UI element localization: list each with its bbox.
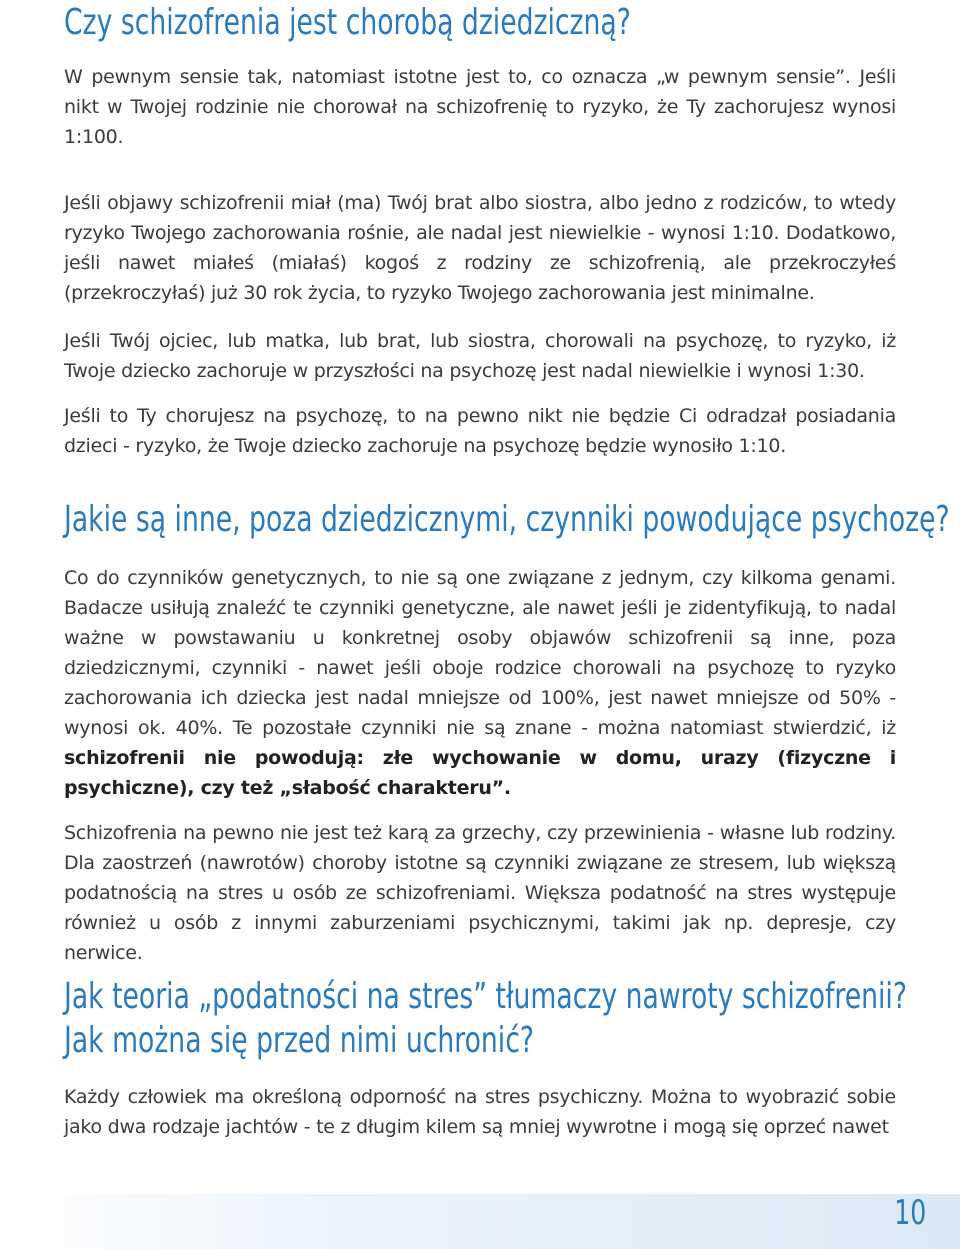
footer-band bbox=[0, 1194, 960, 1249]
paragraph-parent-risk: Jeśli Twój ojciec, lub matka, lub brat, lub siostra, chorowali na psychozę, to ryzyko, iż Twoje dziecko zachoruje w przyszłości na psychozę jest nadal niewielkie i wynosi 1:30. bbox=[64, 330, 896, 382]
paragraph-own-risk: Jeśli to Ty chorujesz na psychozę, to na pewno nikt nie będzie Ci odradzał posiadania dzieci - ryzyko, że Twoje dziecko zachoruje na psychozę będzie wynosiło 1:10. bbox=[64, 405, 896, 457]
heading-stress-theory-line2: Jak można się przed nimi uchronić? bbox=[64, 1020, 535, 1061]
paragraph-resistance: Każdy człowiek ma określoną odporność na stres psychiczny. Można to wyobrazić sobie jako dwa rodzaje jachtów - te z długim kilem są mniej wywrotne i mogą się oprzeć nawet bbox=[64, 1086, 896, 1138]
heading-stress-theory-line1: Jak teoria „podatności na stres” tłumaczy nawroty schizofrenii? bbox=[64, 976, 907, 1017]
genetic-factors-text: Co do czynników genetycznych, to nie są one związane z jednym, czy kilkoma genami. Badacze usiłują znaleźć te czynniki genetyczne, ale nawet jeśli je zidentyfikują, to nadal ważne w powstawaniu u konkretnej osoby objawów schizofrenii są inne, poza dziedzicznymi, czynniki - nawet jeśli oboje rodzice chorowali na psychozę to ryzyko zachorowania ich dziecka jest nadal mniejsze od 100%, jest nawet mniejsze od 50% - wynosi ok. 40%. Te pozostałe czynniki nie są znane - można natomiast stwierdzić, iż bbox=[64, 567, 896, 739]
paragraph-genetic-factors bbox=[64, 563, 896, 803]
genetic-factors-bold-text: schizofrenii nie powodują: złe wychowanie w domu, urazy (fizyczne i psychiczne), czy też „słabość charakteru”. bbox=[64, 747, 896, 799]
paragraph-intro: W pewnym sensie tak, natomiast istotne jest to, co oznacza „w pewnym sensie”. Jeśli nikt w Twojej rodzinie nie chorował na schizofrenię to ryzyko, że Ty zachorujesz wynosi 1:100. bbox=[64, 66, 896, 148]
heading-stress-theory bbox=[64, 975, 907, 1063]
heading-hereditary: Czy schizofrenia jest chorobą dziedziczną? bbox=[64, 2, 631, 43]
page-number: 10 bbox=[893, 1193, 926, 1233]
heading-other-factors: Jakie są inne, poza dziedzicznymi, czynniki powodujące psychozę? bbox=[64, 499, 950, 540]
paragraph-stress: Schizofrenia na pewno nie jest też karą za grzechy, czy przewinienia - własne lub rodziny. Dla zaostrzeń (nawrotów) choroby istotne są czynniki związane ze stresem, lub większą podatnością na stres u osób ze schizofreniami. Większa podatność na stres występuje również u osób z innymi zaburzeniami psychicznymi, takimi jak np. depresje, czy nerwice. bbox=[64, 822, 896, 964]
paragraph-sibling-risk: Jeśli objawy schizofrenii miał (ma) Twój brat albo siostra, albo jedno z rodziców, to wtedy ryzyko Twojego zachorowania rośnie, ale nadal jest niewielkie - wynosi 1:10. Dodatkowo, jeśli nawet miałeś (miałaś) kogoś z rodziny ze schizofrenią, ale przekroczyłeś (przekroczyłaś) już 30 rok życia, to ryzyko Twojego zachorowania jest minimalne. bbox=[64, 192, 896, 304]
